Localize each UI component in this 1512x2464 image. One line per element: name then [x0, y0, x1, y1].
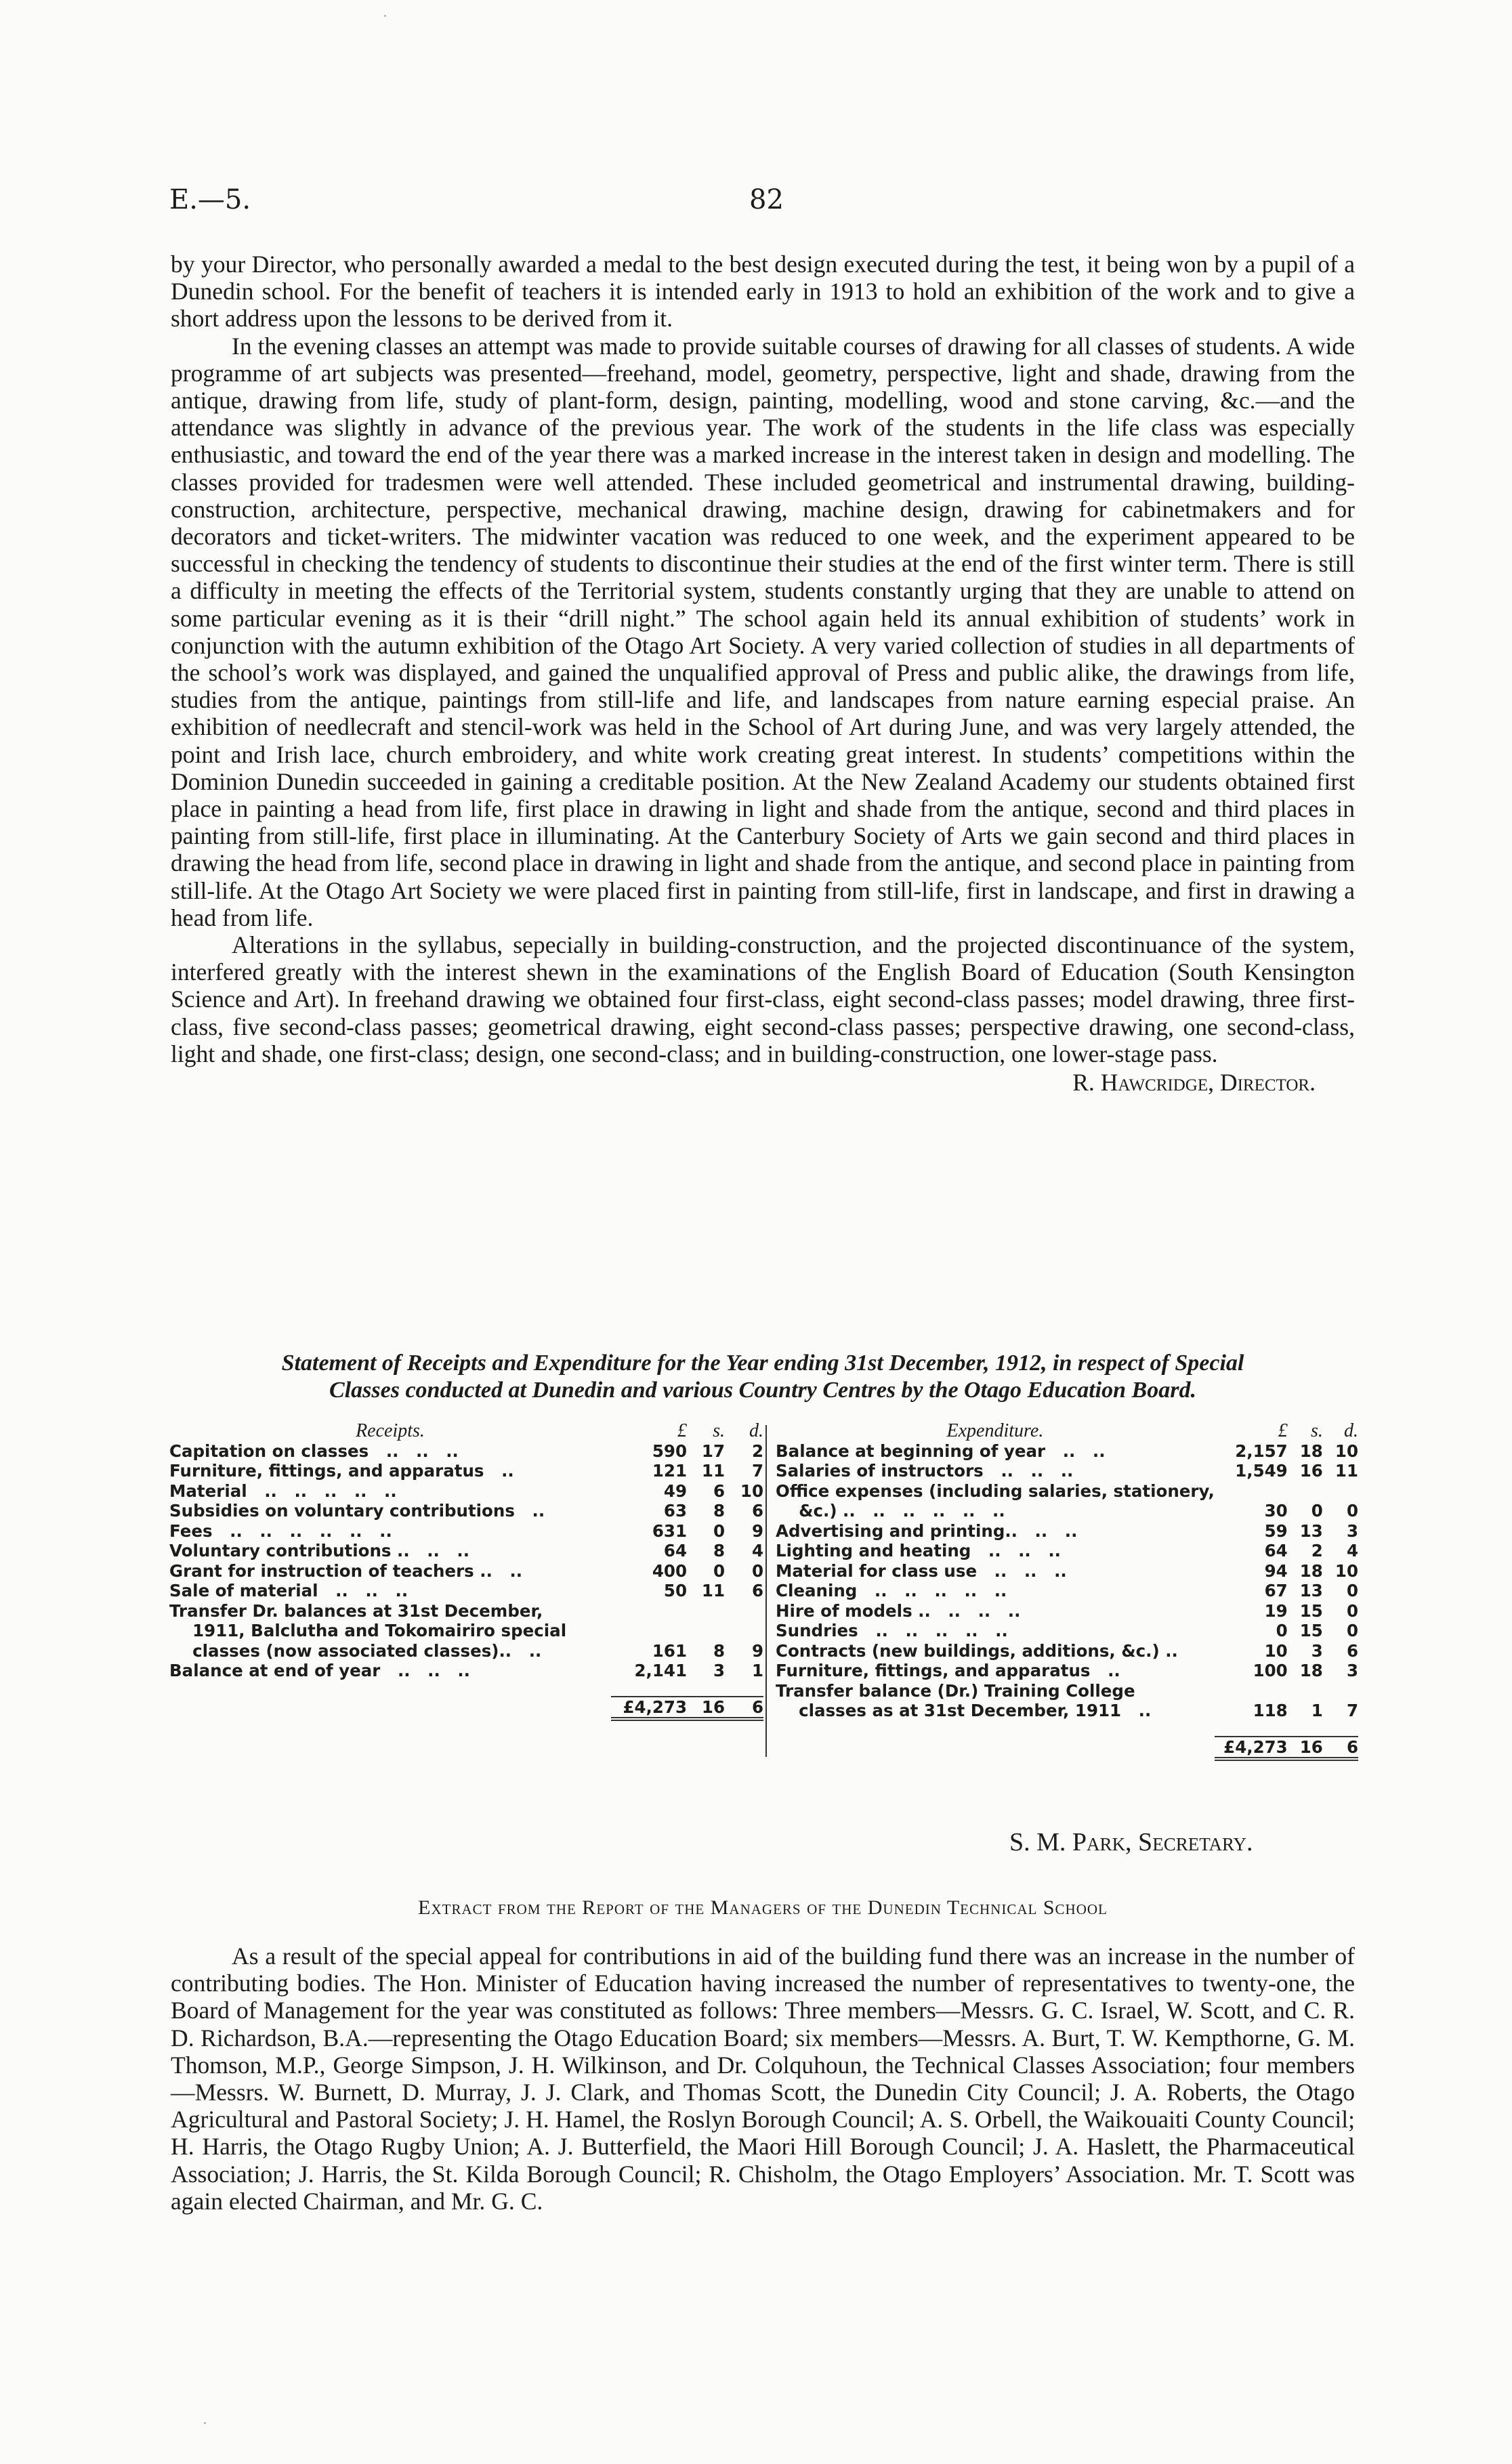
receipts-rows: [169, 1441, 763, 1681]
receipt-row: [169, 1481, 763, 1502]
receipt-label: Grant for instruction of teachers .. ..: [169, 1560, 523, 1581]
receipt-label: Balance at end of year .. .. ..: [169, 1661, 470, 1680]
receipt-pounds: 590: [652, 1441, 687, 1461]
receipt-row: [169, 1581, 763, 1601]
report-code: E.—5.: [169, 184, 251, 215]
receipt-pence: 10: [740, 1481, 763, 1501]
expenditure-label: Advertising and printing.. .. ..: [776, 1521, 1078, 1541]
receipts-table: [169, 1421, 763, 1721]
expenditure-label: Salaries of instructors .. .. ..: [776, 1461, 1074, 1481]
expenditure-label: Sundries .. .. .. .. ..: [776, 1621, 1008, 1640]
receipt-row: [169, 1661, 763, 1681]
receipt-row: [169, 1601, 763, 1621]
expenditure-pence: 3: [1346, 1521, 1358, 1541]
receipt-shillings: 8: [713, 1541, 725, 1560]
expenditure-shillings: 3: [1311, 1640, 1323, 1661]
receipt-pounds: 63: [663, 1501, 687, 1521]
expenditure-pounds: 2,157: [1235, 1441, 1288, 1461]
expenditure-table: [776, 1421, 1358, 1761]
receipt-label: Material .. .. .. .. ..: [169, 1481, 397, 1501]
expenditure-pence: 3: [1346, 1661, 1358, 1680]
expenditure-label: Balance at beginning of year .. ..: [776, 1441, 1106, 1461]
receipt-shillings: 11: [701, 1461, 725, 1481]
expenditure-pence: 0: [1346, 1621, 1358, 1640]
receipt-pence: 2: [751, 1441, 763, 1461]
expenditure-shillings: 18: [1299, 1441, 1323, 1461]
expenditure-total-shillings: 16: [1288, 1737, 1323, 1760]
receipt-pence: 9: [751, 1521, 763, 1541]
expenditure-row: [776, 1681, 1358, 1701]
expenditure-row: [776, 1561, 1358, 1581]
receipt-label: Capitation on classes .. .. ..: [169, 1441, 459, 1461]
extract-heading: Extract from the Report of the Managers of the Dunedin Technical School: [418, 1896, 1108, 1919]
expenditure-pounds: 19: [1264, 1600, 1288, 1621]
expenditure-shillings: 1: [1311, 1701, 1323, 1720]
expenditure-pence: [1323, 1681, 1358, 1701]
receipt-shillings: 3: [713, 1661, 725, 1680]
expenditure-row: [776, 1501, 1358, 1521]
expenditure-label: Lighting and heating .. .. ..: [776, 1541, 1061, 1560]
paragraph-syllabus: Alterations in the syllabus, sepecially in building-construction, and the projected discontinuance of the system, interfered greatly with the interest shewn in the examinations of the English Board of Education (South Kensington Science and Art). In freehand drawing we obtained four first-class, eight second-class passes; model drawing, three first-class, five second-class passes; geometrical drawing, eight second-class passes; perspective drawing, one second-class, light and shade, one first-class; design, one second-class; and in building-construction, one lower-stage pass.: [171, 931, 1355, 1067]
extract-body: [171, 1942, 1355, 2215]
expenditure-pence: 11: [1335, 1461, 1358, 1481]
expenditure-row: [776, 1521, 1358, 1542]
receipt-shillings: [687, 1601, 725, 1621]
receipt-pounds: 2,141: [634, 1661, 687, 1680]
receipt-pence: [725, 1601, 763, 1621]
expenditure-shillings: 2: [1311, 1541, 1323, 1560]
receipt-shillings: 0: [713, 1521, 725, 1541]
expenditure-row: [776, 1621, 1358, 1641]
receipt-row: [169, 1641, 763, 1661]
expenditure-shillings: 16: [1299, 1461, 1323, 1481]
receipt-pence: 0: [751, 1560, 763, 1581]
receipt-label: Fees .. .. .. .. .. ..: [169, 1521, 392, 1541]
pounds-header: £: [1278, 1420, 1288, 1441]
receipt-row: [169, 1561, 763, 1581]
expenditure-pounds: 94: [1264, 1560, 1288, 1581]
receipt-pounds: 631: [652, 1521, 687, 1541]
expenditure-label: &c.) .. .. .. .. .. ..: [776, 1501, 1005, 1521]
receipt-row: [169, 1441, 763, 1462]
expenditure-row: [776, 1461, 1358, 1481]
receipt-label: classes (now associated classes).. ..: [169, 1640, 542, 1661]
expenditure-pence: 10: [1335, 1441, 1358, 1461]
paragraph-continued: by your Director, who personally awarded a medal to the best design executed during the test, it being won by a pupil of a Dunedin school. For the benefit of teachers it is intended early in 1913 to hold an exhibition of the work and to give a short address upon the lessons to be derived from it.: [171, 251, 1355, 333]
expenditure-heading: Expenditure.: [946, 1420, 1044, 1441]
expenditure-shillings: [1288, 1481, 1323, 1502]
expenditure-pence: 4: [1346, 1541, 1358, 1560]
expenditure-row: [776, 1641, 1358, 1661]
report-body: [171, 251, 1355, 1096]
scan-speck: ·: [203, 2417, 207, 2429]
expenditure-row: [776, 1601, 1358, 1621]
receipt-shillings: 11: [701, 1581, 725, 1600]
receipt-label: Furniture, fittings, and apparatus ..: [169, 1461, 514, 1481]
expenditure-pence: 7: [1346, 1701, 1358, 1720]
receipt-row: [169, 1501, 763, 1521]
receipts-header-row: [169, 1421, 763, 1441]
receipt-label: Sale of material .. .. ..: [169, 1581, 408, 1600]
receipt-label: Subsidies on voluntary contributions ..: [169, 1501, 545, 1521]
receipt-pounds: 121: [652, 1461, 687, 1481]
expenditure-label: Material for class use .. .. ..: [776, 1560, 1067, 1581]
expenditure-pounds: 10: [1264, 1640, 1288, 1661]
scan-speck: ·: [383, 9, 387, 22]
expenditure-pounds: [1215, 1681, 1288, 1701]
expenditure-header-row: [776, 1421, 1358, 1441]
receipt-pence: 7: [751, 1461, 763, 1481]
shillings-header: s.: [713, 1420, 725, 1441]
receipt-pence: 1: [751, 1661, 763, 1680]
expenditure-pence: 10: [1335, 1560, 1358, 1581]
receipt-pounds: [611, 1601, 687, 1621]
expenditure-total-pounds: £4,273: [1215, 1737, 1288, 1760]
receipts-table-wrapper: [169, 1421, 763, 1721]
receipt-label: 1911, Balclutha and Tokomairiro special: [169, 1621, 567, 1640]
director-signature: R. Hawcridge, Director.: [1072, 1069, 1316, 1097]
expenditure-pence: 6: [1346, 1640, 1358, 1661]
receipt-shillings: 6: [713, 1481, 725, 1501]
receipt-label: Voluntary contributions .. .. ..: [169, 1541, 470, 1560]
receipt-shillings: 17: [701, 1441, 725, 1461]
expenditure-label: classes as at 31st December, 1911 ..: [776, 1701, 1152, 1720]
expenditure-row: [776, 1701, 1358, 1721]
page-number: 82: [749, 184, 784, 215]
expenditure-pounds: 59: [1264, 1521, 1288, 1541]
expenditure-pence: 0: [1346, 1581, 1358, 1600]
expenditure-row: [776, 1661, 1358, 1681]
receipt-pence: 6: [751, 1501, 763, 1521]
receipt-label: Transfer Dr. balances at 31st December,: [169, 1600, 543, 1621]
expenditure-pounds: 1,549: [1235, 1461, 1288, 1481]
expenditure-row: [776, 1441, 1358, 1462]
receipt-row: [169, 1541, 763, 1561]
expenditure-shillings: 15: [1299, 1621, 1323, 1640]
receipt-pence: 9: [751, 1640, 763, 1661]
shillings-header: s.: [1310, 1420, 1323, 1441]
receipts-total-pence: 6: [725, 1697, 763, 1720]
expenditure-shillings: 18: [1299, 1560, 1323, 1581]
expenditure-label: Hire of models .. .. .. ..: [776, 1600, 1021, 1621]
expenditure-shillings: 13: [1299, 1581, 1323, 1600]
statement-title-line-2: Classes conducted at Dunedin and various Country Centres by the Otago Education Board.: [329, 1378, 1196, 1403]
expenditure-pounds: 0: [1276, 1621, 1288, 1640]
expenditure-label: Cleaning .. .. .. .. ..: [776, 1581, 1007, 1600]
receipts-heading: Receipts.: [356, 1420, 425, 1441]
expenditure-pounds: 100: [1253, 1661, 1288, 1680]
statement-divider: [765, 1425, 767, 1757]
expenditure-label: Furniture, fittings, and apparatus ..: [776, 1661, 1120, 1680]
expenditure-shillings: 0: [1311, 1501, 1323, 1521]
pounds-header: £: [677, 1420, 687, 1441]
expenditure-pence: 0: [1346, 1501, 1358, 1521]
pence-header: d.: [1344, 1420, 1358, 1441]
receipt-pounds: 49: [663, 1481, 687, 1501]
receipt-pounds: 64: [663, 1541, 687, 1560]
receipt-row: [169, 1521, 763, 1542]
receipt-shillings: 8: [713, 1640, 725, 1661]
expenditure-table-wrapper: [776, 1421, 1358, 1761]
receipt-pence: 6: [751, 1581, 763, 1600]
expenditure-pounds: [1215, 1481, 1288, 1502]
receipts-total-pounds: £4,273: [611, 1697, 687, 1720]
receipt-pence: 4: [751, 1541, 763, 1560]
receipt-shillings: 8: [713, 1501, 725, 1521]
receipt-pounds: 50: [663, 1581, 687, 1600]
extract-paragraph: As a result of the special appeal for contributions in aid of the building fund there was an increase in the number of contributing bodies. The Hon. Minister of Education having increased the number of representatives to twenty-one, the Board of Management for the year was constituted as follows: Three members—Messrs. G. C. Israel, W. Scott, and C. R. D. Richardson, B.A.—representing the Otago Education Board; six members—Messrs. A. Burt, T. W. Kempthorne, G. M. Thomson, M.P., George Simpson, J. H. Wilkinson, and Dr. Colquhoun, the Technical Classes Association; four members—Messrs. W. Burnett, D. Murray, J. J. Clark, and Thomas Scott, the Dunedin City Council; J. A. Roberts, the Otago Agricultural and Pastoral Society; J. H. Hamel, the Roslyn Borough Council; A. S. Orbell, the Waikouaiti County Council; H. Harris, the Otago Rugby Union; A. J. Butterfield, the Maori Hill Borough Council; J. A. Haslett, the Pharmaceutical Association; J. Harris, the St. Kilda Borough Council; R. Chisholm, the Otago Employers’ Association. Mr. T. Scott was again elected Chairman, and Mr. G. C.: [171, 1942, 1355, 2215]
receipt-shillings: [687, 1621, 725, 1641]
receipt-pounds: 161: [652, 1640, 687, 1661]
expenditure-label: Transfer balance (Dr.) Training College: [776, 1680, 1135, 1701]
expenditure-row: [776, 1541, 1358, 1561]
receipt-pence: [725, 1621, 763, 1641]
statement-title-line-1: Statement of Receipts and Expenditure for the Year ending 31st December, 1912, in respect of Special: [281, 1351, 1244, 1376]
expenditure-shillings: [1288, 1681, 1323, 1701]
expenditure-rows: [776, 1441, 1358, 1721]
expenditure-shillings: 13: [1299, 1521, 1323, 1541]
expenditure-label: Contracts (new buildings, additions, &c.) ..: [776, 1640, 1178, 1661]
receipt-shillings: 0: [713, 1560, 725, 1581]
expenditure-row: [776, 1481, 1358, 1502]
receipt-row: [169, 1621, 763, 1641]
expenditure-shillings: 18: [1299, 1661, 1323, 1680]
expenditure-total-pence: 6: [1323, 1737, 1358, 1760]
receipt-pounds: 400: [652, 1560, 687, 1581]
expenditure-shillings: 15: [1299, 1600, 1323, 1621]
expenditure-pounds: 64: [1264, 1541, 1288, 1560]
expenditure-pence: [1323, 1481, 1358, 1502]
expenditure-row: [776, 1581, 1358, 1601]
receipt-row: [169, 1461, 763, 1481]
expenditure-pounds: 67: [1264, 1581, 1288, 1600]
paragraph-evening-classes: In the evening classes an attempt was made to provide suitable courses of drawing for all classes of students. A wide programme of art subjects was presented—freehand, model, geometry, perspective, light and shade, drawing from the antique, drawing from life, study of plant-form, design, painting, modelling, wood and stone carving, &c.—and the attendance was slightly in advance of the previous year. The work of the students in the life class was especially enthusiastic, and toward the end of the year there was a marked increase in the interest taken in design and modelling. The classes provided for tradesmen were well attended. These included geometrical and instrumental drawing, building-construction, architecture, perspective, mechanical drawing, machine design, drawing for cabinetmakers and for decorators and ticket-writers. The midwinter vacation was reduced to one week, and the experiment appeared to be successful in checking the tendency of students to discontinue their studies at the end of the first winter term. There is still a difficulty in meeting the effects of the Territorial system, students constantly urging that they are unable to attend on some particular evening as it is their “drill night.” The school again held its annual exhibition of students’ work in conjunction with the autumn exhibition of the Otago Art Society. A very varied collection of studies in all departments of the school’s work was displayed, and gained the unqualified approval of Press and public alike, the drawings from life, studies from the antique, paintings from still-life and life, and landscapes from nature earning especial praise. An exhibition of needlecraft and stencil-work was held in the School of Art during June, and was very largely attended, the point and Irish lace, church embroidery, and white work creating great interest. In students’ competitions within the Dominion Dunedin succeeded in gaining a creditable position. At the New Zealand Academy our students obtained first place in painting a head from life, first place in drawing in light and shade from the antique, second and third places in painting from still-life, first place in illuminating. At the Canterbury Society of Arts we gain second and third places in drawing the head from life, second place in drawing in light and shade from the antique, and second place in painting from still-life. At the Otago Art Society we were placed first in painting from still-life, first in landscape, and first in drawing a head from life.: [171, 332, 1355, 931]
expenditure-pounds: 30: [1264, 1501, 1288, 1521]
statement-title: [171, 1350, 1355, 1404]
expenditure-pence: 0: [1346, 1600, 1358, 1621]
secretary-signature: S. M. Park, Secretary.: [1009, 1828, 1253, 1856]
expenditure-total-row: [776, 1737, 1358, 1760]
receipt-pounds: [611, 1621, 687, 1641]
pence-header: d.: [749, 1420, 763, 1441]
receipts-total-shillings: 16: [687, 1697, 725, 1720]
receipts-total-row: [169, 1697, 763, 1720]
expenditure-pounds: 118: [1253, 1701, 1288, 1720]
expenditure-label: Office expenses (including salaries, stationery,: [776, 1481, 1215, 1501]
